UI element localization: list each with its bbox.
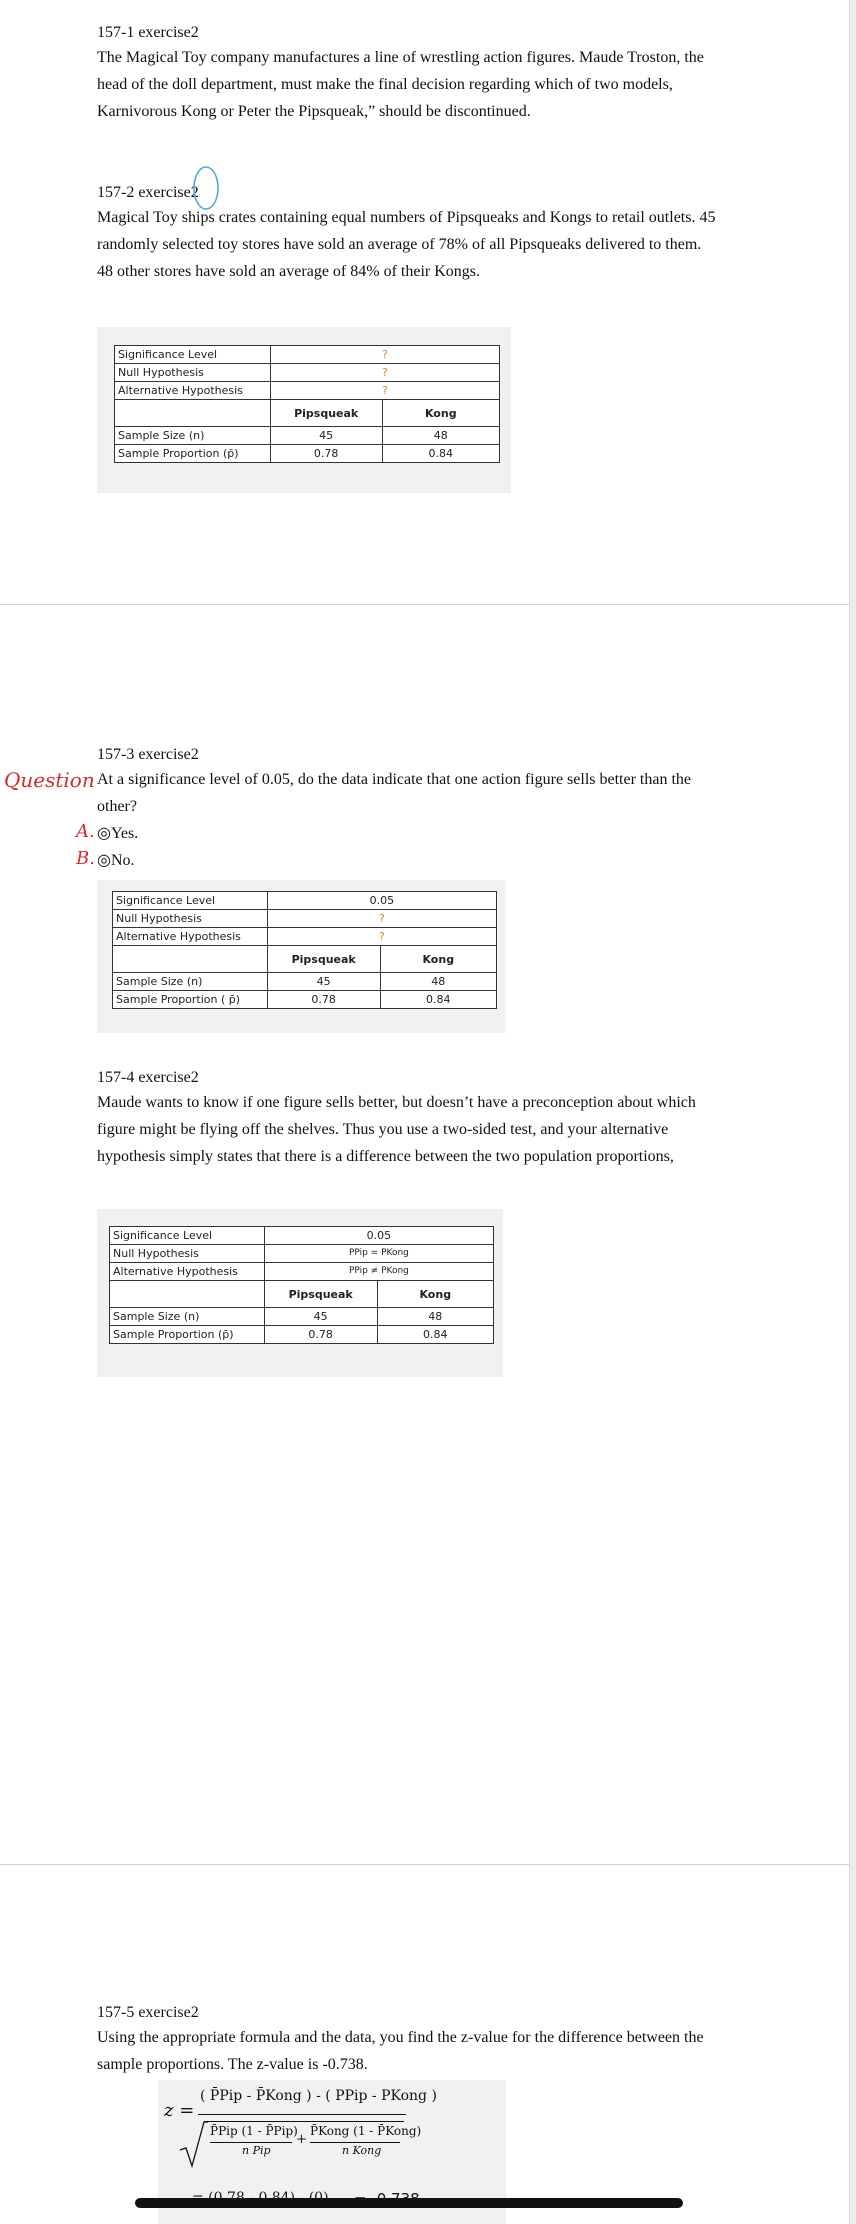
row-null <box>110 1245 494 1263</box>
value-p-kong: 0.84 <box>377 1326 493 1344</box>
row-significance <box>113 892 497 910</box>
row-sample-proportion <box>113 991 497 1009</box>
stats-table-2 <box>112 891 497 1009</box>
label-significance: Significance Level <box>115 346 271 364</box>
label-null: Null Hypothesis <box>110 1245 265 1263</box>
label-sample-size: Sample Size (n) <box>115 427 271 445</box>
header-blank <box>110 1281 265 1308</box>
row-null <box>115 364 500 382</box>
value-n-kong: 48 <box>382 427 499 445</box>
label-null: Null Hypothesis <box>115 364 271 382</box>
header-pipsqueak: Pipsqueak <box>267 946 380 973</box>
value-n-pip: 45 <box>264 1308 377 1326</box>
label-sample-proportion: Sample Proportion (p̄) <box>115 445 271 463</box>
fraction-bar <box>198 2114 406 2115</box>
value-n-kong: 48 <box>380 973 496 991</box>
row-sample-size <box>110 1308 494 1326</box>
section-title: 157-5 exercise2 <box>97 2004 199 2021</box>
row-sample-size <box>113 973 497 991</box>
value-significance: 0.05 <box>267 892 496 910</box>
value-p-pip: 0.78 <box>264 1326 377 1344</box>
denom-plus: + <box>296 2132 307 2147</box>
section-157-3 <box>97 744 717 820</box>
section-title: 157-4 exercise2 <box>97 1069 199 1086</box>
section-paragraph: The Magical Toy company manufactures a line of wrestling action figures. Maude Troston, the head of the doll department, must make the final decision regarding which of two models, Karnivorous Kong or Peter the Pipsqueak,” should be discontinued. <box>97 49 704 120</box>
header-blank <box>113 946 268 973</box>
section-157-5 <box>97 2002 717 2078</box>
section-157-4 <box>97 1067 717 1170</box>
value-p-kong: 0.84 <box>380 991 496 1009</box>
option-yes[interactable]: ◎Yes. <box>97 825 139 842</box>
value-alt: ? <box>267 928 496 946</box>
row-null <box>113 910 497 928</box>
header-kong: Kong <box>377 1281 493 1308</box>
header-pipsqueak: Pipsqueak <box>270 400 382 427</box>
row-sample-size <box>115 427 500 445</box>
stats-table-3 <box>109 1226 494 1344</box>
value-alt: PPip ≠ PKong <box>264 1263 493 1281</box>
value-p-kong: 0.84 <box>382 445 499 463</box>
section-title: 157-1 exercise2 <box>97 24 199 41</box>
page-separator <box>0 1864 849 1865</box>
section-title: 157-3 exercise2 <box>97 746 199 763</box>
value-alt: ? <box>270 382 499 400</box>
label-sample-proportion: Sample Proportion (p̄) <box>110 1326 265 1344</box>
value-p-pip: 0.78 <box>267 991 380 1009</box>
section-title: 157-2 exercise2 <box>97 184 199 201</box>
label-null: Null Hypothesis <box>113 910 268 928</box>
denom-right-bar <box>310 2142 400 2143</box>
horizontal-scrollbar[interactable] <box>135 2198 683 2208</box>
value-p-pip: 0.78 <box>270 445 382 463</box>
handwritten-circle-mark <box>188 162 224 214</box>
page-edge <box>849 0 856 2224</box>
label-alt: Alternative Hypothesis <box>110 1263 265 1281</box>
row-significance <box>115 346 500 364</box>
sqrt-sign <box>178 2120 208 2168</box>
option-no[interactable]: ◎No. <box>97 852 135 869</box>
sqrt-overline <box>204 2121 404 2122</box>
stats-table-1 <box>114 345 500 463</box>
value-n-pip: 45 <box>267 973 380 991</box>
label-sample-size: Sample Size (n) <box>113 973 268 991</box>
page-separator <box>0 604 849 605</box>
label-alt: Alternative Hypothesis <box>115 382 271 400</box>
header-kong: Kong <box>380 946 496 973</box>
handwritten-question-label: Question <box>4 768 95 792</box>
header-pipsqueak: Pipsqueak <box>264 1281 377 1308</box>
formula-lhs: z = <box>164 2100 195 2121</box>
header-blank <box>115 400 271 427</box>
row-alt <box>110 1263 494 1281</box>
header-kong: Kong <box>382 400 499 427</box>
value-n-pip: 45 <box>270 427 382 445</box>
handwritten-option-b: B. <box>76 848 95 869</box>
handwritten-option-a: A. <box>76 821 95 842</box>
row-column-headers <box>113 946 497 973</box>
row-sample-proportion <box>115 445 500 463</box>
value-null: PPip = PKong <box>264 1245 493 1263</box>
denom-left: P̄Pip (1 - P̄Pip) <box>210 2124 298 2138</box>
label-sample-size: Sample Size (n) <box>110 1308 265 1326</box>
section-paragraph: Magical Toy ships crates containing equal numbers of Pipsqueaks and Kongs to retail outlets. 45 randomly selected toy stores have sold an average of 78% of all Pipsqueaks delivered to them. 48 other stores have sold an average of 84% of their Kongs. <box>97 209 716 280</box>
section-157-1 <box>97 22 717 125</box>
row-column-headers <box>110 1281 494 1308</box>
section-paragraph: Using the appropriate formula and the data, you find the z-value for the difference between the sample proportions. The z-value is -0.738. <box>97 2029 704 2073</box>
label-alt: Alternative Hypothesis <box>113 928 268 946</box>
denom-right: P̄Kong (1 - P̄Kong) <box>310 2124 422 2138</box>
value-significance: 0.05 <box>264 1227 493 1245</box>
row-column-headers <box>115 400 500 427</box>
row-significance <box>110 1227 494 1245</box>
denom-right-n: n Kong <box>342 2144 382 2157</box>
denom-left-n: n Pip <box>242 2144 271 2157</box>
label-sample-proportion: Sample Proportion ( p̄) <box>113 991 268 1009</box>
question-text: At a significance level of 0.05, do the data indicate that one action figure sells better than the other? <box>97 771 692 815</box>
section-paragraph: Maude wants to know if one figure sells better, but doesn’t have a preconception about which figure might be flying off the shelves. Thus you use a two-sided test, and your alternative hypothesis simply states that there is a difference between the two population proportions, <box>97 1094 696 1165</box>
value-null: ? <box>267 910 496 928</box>
value-significance: ? <box>270 346 499 364</box>
formula-numerator: ( P̄Pip - P̄Kong ) - ( PPip - PKong ) <box>200 2088 437 2104</box>
row-alt <box>115 382 500 400</box>
row-sample-proportion <box>110 1326 494 1344</box>
label-significance: Significance Level <box>110 1227 265 1245</box>
label-significance: Significance Level <box>113 892 268 910</box>
denom-left-bar <box>210 2142 292 2143</box>
row-alt <box>113 928 497 946</box>
value-null: ? <box>270 364 499 382</box>
value-n-kong: 48 <box>377 1308 493 1326</box>
